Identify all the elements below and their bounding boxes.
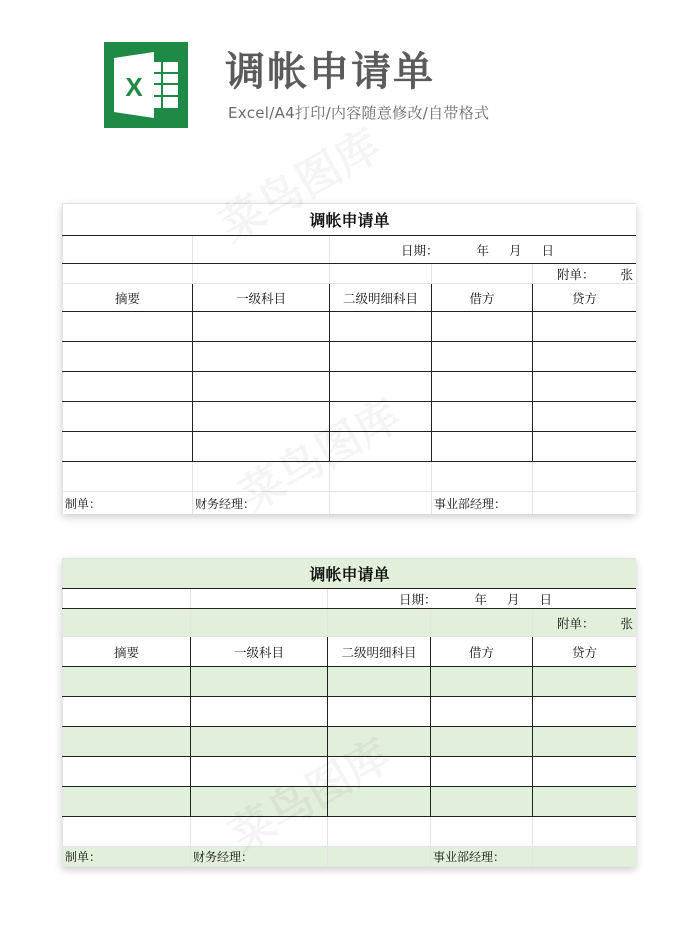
year-label: 年 (476, 242, 490, 258)
blank-cell[interactable] (431, 817, 533, 847)
form-table (62, 558, 636, 867)
blank-cell[interactable] (63, 817, 191, 847)
blank-cell[interactable] (63, 609, 191, 637)
day-label: 日 (541, 242, 555, 258)
year-label: 年 (474, 591, 488, 607)
column-header-debit: 借方 (432, 284, 533, 312)
attachment-cell[interactable] (533, 264, 637, 284)
table-row (63, 432, 637, 462)
blank-cell[interactable] (191, 817, 328, 847)
blank-cell[interactable] (63, 236, 193, 264)
blank-cell[interactable] (193, 462, 330, 492)
entry-cell[interactable] (432, 402, 533, 432)
blank-cell[interactable] (330, 492, 432, 515)
blank-cell[interactable] (191, 609, 328, 637)
column-header-summary: 摘要 (63, 637, 191, 667)
entry-cell[interactable] (191, 757, 328, 787)
column-header-level2-account: 二级明细科目 (330, 284, 432, 312)
maker-signature-label[interactable]: 制单： (63, 847, 191, 867)
entry-cell[interactable] (432, 432, 533, 462)
attachment-label: 附单： (557, 615, 595, 631)
table-row (63, 342, 637, 372)
entry-cell[interactable] (193, 402, 330, 432)
entry-cell[interactable] (193, 372, 330, 402)
entry-cell[interactable] (533, 432, 637, 462)
entry-cell[interactable] (63, 697, 191, 727)
attachment-label: 附单： (557, 266, 595, 282)
entry-cell[interactable] (328, 667, 431, 697)
blank-cell[interactable] (432, 264, 533, 284)
entry-cell[interactable] (432, 312, 533, 342)
blank-cell[interactable] (330, 264, 432, 284)
entry-cell[interactable] (328, 757, 431, 787)
entry-cell[interactable] (432, 342, 533, 372)
blank-cell[interactable] (330, 462, 432, 492)
blank-cell[interactable] (431, 609, 533, 637)
entry-cell[interactable] (63, 432, 193, 462)
column-header-debit: 借方 (431, 637, 533, 667)
blank-cell[interactable] (533, 817, 637, 847)
blank-cell[interactable] (63, 462, 193, 492)
entry-cell[interactable] (63, 342, 193, 372)
date-row[interactable] (328, 589, 637, 609)
entry-cell[interactable] (533, 697, 637, 727)
entry-cell[interactable] (533, 757, 637, 787)
entry-cell[interactable] (330, 372, 432, 402)
entry-cell[interactable] (330, 312, 432, 342)
form-title: 调帐申请单 (63, 204, 637, 236)
entry-cell[interactable] (63, 757, 191, 787)
entry-cell[interactable] (431, 757, 533, 787)
column-header-level1-account: 一级科目 (193, 284, 330, 312)
date-label: 日期： (401, 242, 439, 258)
table-row (63, 787, 637, 817)
date-row[interactable] (330, 236, 637, 264)
entry-cell[interactable] (431, 697, 533, 727)
maker-signature-label[interactable]: 制单： (63, 492, 193, 515)
table-row (63, 312, 637, 342)
form-sheet-white (62, 203, 636, 514)
entry-cell[interactable] (533, 787, 637, 817)
blank-cell[interactable] (432, 462, 533, 492)
month-label: 月 (509, 242, 522, 258)
entry-cell[interactable] (63, 787, 191, 817)
blank-cell[interactable] (533, 492, 637, 515)
column-header-credit: 贷方 (533, 637, 637, 667)
table-row (63, 372, 637, 402)
finance-manager-signature-label[interactable]: 财务经理： (191, 847, 328, 867)
entry-cell[interactable] (533, 342, 637, 372)
blank-cell[interactable] (63, 589, 191, 609)
blank-cell[interactable] (191, 589, 328, 609)
entry-cell[interactable] (533, 667, 637, 697)
entry-cell[interactable] (533, 402, 637, 432)
entry-cell[interactable] (193, 432, 330, 462)
form-title: 调帐申请单 (63, 559, 637, 589)
blank-cell[interactable] (533, 847, 637, 867)
entry-cell[interactable] (431, 667, 533, 697)
page-title: 调帐申请单 (225, 49, 435, 95)
day-label: 日 (539, 591, 553, 607)
entry-cell[interactable] (63, 402, 193, 432)
entry-cell[interactable] (330, 402, 432, 432)
division-manager-signature-label[interactable]: 事业部经理： (431, 847, 533, 867)
entry-cell[interactable] (191, 667, 328, 697)
table-row (63, 402, 637, 432)
blank-cell[interactable] (533, 462, 637, 492)
entry-cell[interactable] (193, 312, 330, 342)
excel-logo-icon (104, 42, 188, 128)
attachment-unit: 张 (620, 266, 634, 282)
entry-cell[interactable] (63, 727, 191, 757)
table-row (63, 667, 637, 697)
blank-cell[interactable] (328, 817, 431, 847)
entry-cell[interactable] (533, 372, 637, 402)
entry-cell[interactable] (431, 787, 533, 817)
form-sheet-green (62, 558, 636, 867)
svg-text:X: X (125, 72, 143, 102)
entry-cell[interactable] (533, 727, 637, 757)
attachment-unit: 张 (620, 615, 634, 631)
blank-cell[interactable] (63, 264, 193, 284)
entry-cell[interactable] (431, 727, 533, 757)
table-row (63, 727, 637, 757)
blank-cell[interactable] (193, 236, 330, 264)
column-header-level2-account: 二级明细科目 (328, 637, 431, 667)
entry-cell[interactable] (328, 697, 431, 727)
entry-cell[interactable] (63, 372, 193, 402)
entry-cell[interactable] (328, 727, 431, 757)
entry-cell[interactable] (191, 727, 328, 757)
blank-cell[interactable] (328, 847, 431, 867)
month-label: 月 (507, 591, 520, 607)
column-header-summary: 摘要 (63, 284, 193, 312)
date-label: 日期： (399, 591, 437, 607)
division-manager-signature-label[interactable]: 事业部经理： (432, 492, 533, 515)
entry-cell[interactable] (63, 667, 191, 697)
entry-cell[interactable] (432, 372, 533, 402)
attachment-cell[interactable] (533, 609, 637, 637)
finance-manager-signature-label[interactable]: 财务经理： (193, 492, 330, 515)
form-table (62, 203, 636, 514)
entry-cell[interactable] (193, 342, 330, 372)
page-subtitle: Excel/A4打印/内容随意修改/自带格式 (228, 104, 490, 122)
blank-cell[interactable] (193, 264, 330, 284)
column-header-level1-account: 一级科目 (191, 637, 328, 667)
entry-cell[interactable] (191, 787, 328, 817)
table-row (63, 697, 637, 727)
entry-cell[interactable] (63, 312, 193, 342)
entry-cell[interactable] (328, 787, 431, 817)
blank-cell[interactable] (328, 609, 431, 637)
table-row (63, 757, 637, 787)
entry-cell[interactable] (330, 342, 432, 372)
column-header-credit: 贷方 (533, 284, 637, 312)
entry-cell[interactable] (533, 312, 637, 342)
entry-cell[interactable] (191, 697, 328, 727)
entry-cell[interactable] (330, 432, 432, 462)
